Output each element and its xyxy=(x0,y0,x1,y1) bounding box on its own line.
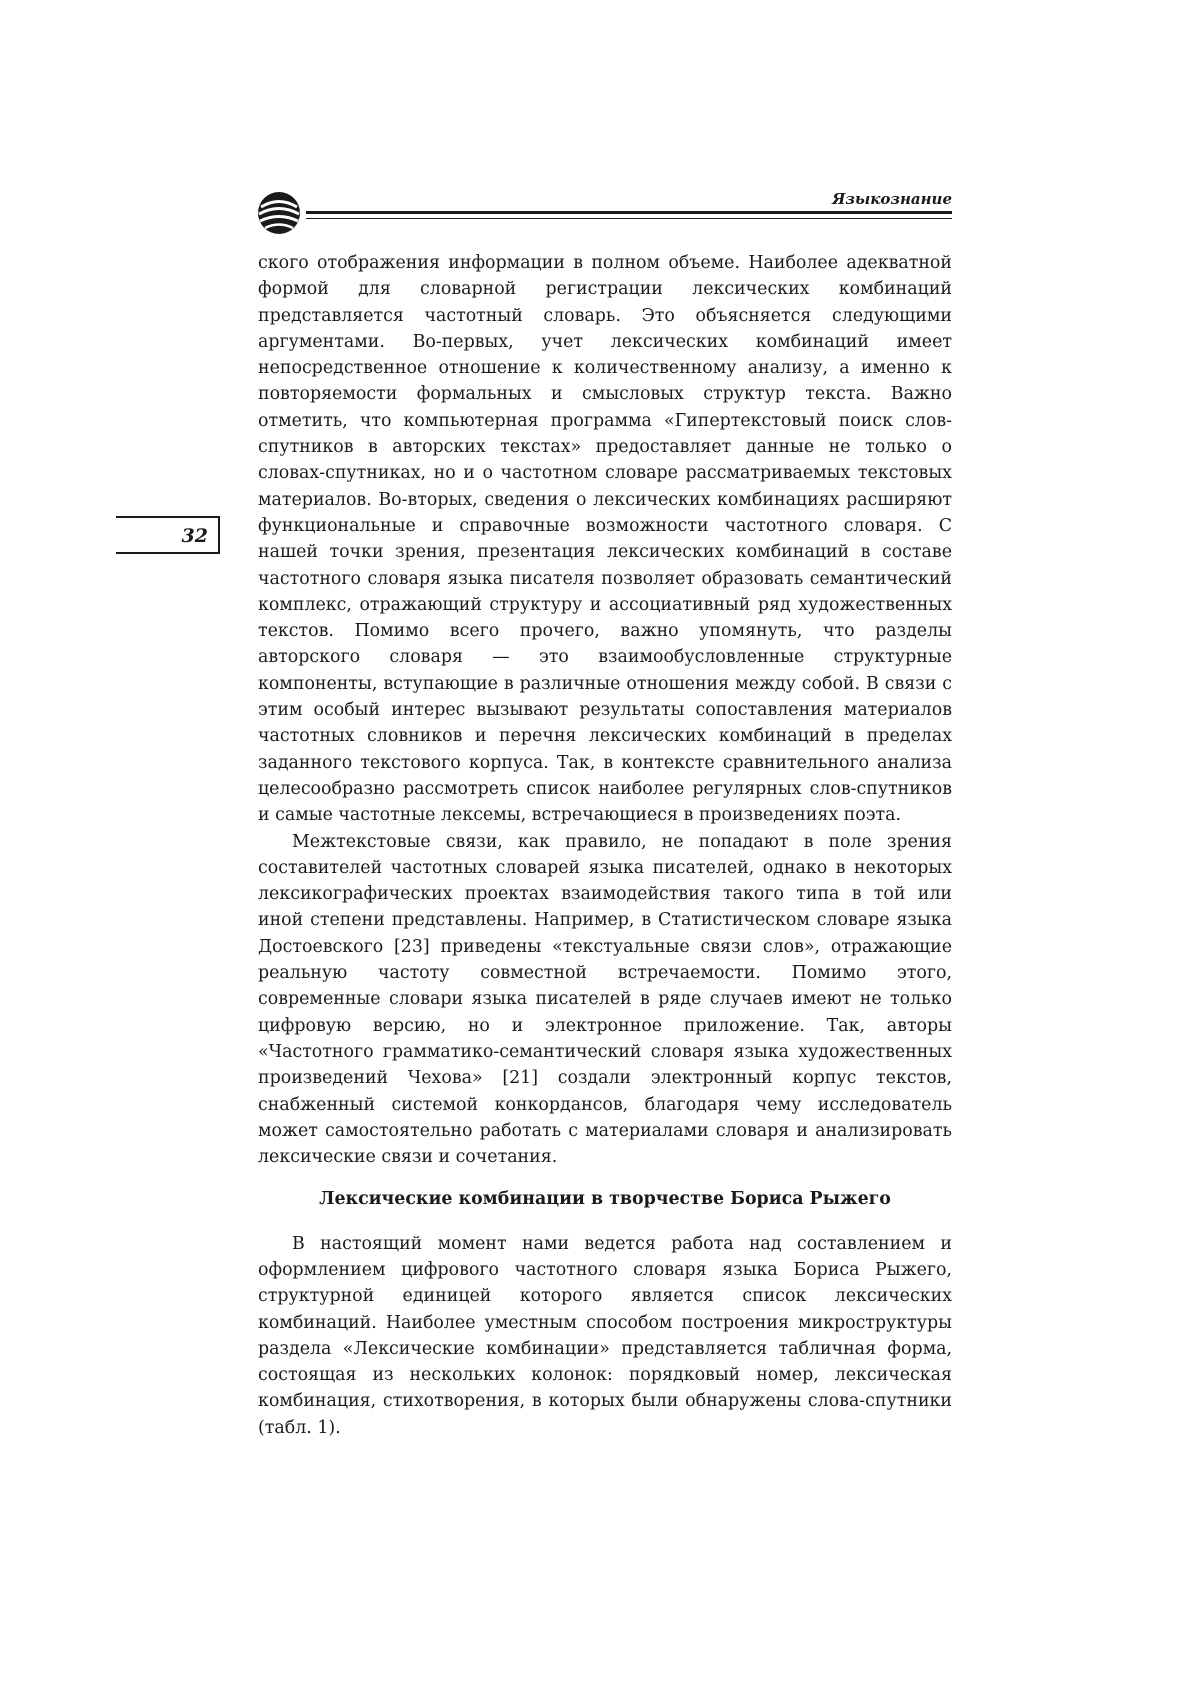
page-number: 32 xyxy=(181,525,208,547)
section-name: Языкознание xyxy=(832,190,952,208)
journal-logo-icon xyxy=(256,190,302,236)
paragraph: Межтекстовые связи, как правило, не попадают в поле зрения составителей частотных словарей языка писателей, однако в некоторых лексикографических проектах взаимодействия такого типа в той или иной степени представлены. Например, в Статистическом словаре языка Достоевского [23] приведены «текстуальные связи слов», отражающие реальную частоту совместной встречаемости. Помимо этого, современные словари языка писателей в ряде случаев имеют не только цифровую версию, но и электронное приложение. Так, авторы «Частотного грамматико-семантический словаря языка художественных произведений Чехова» [21] создали электронный корпус текстов, снабженный системой конкордансов, благодаря чему исследователь может самостоятельно работать с материалами словаря и анализировать лексические связи и сочетания. xyxy=(258,831,952,1168)
running-header xyxy=(256,190,952,240)
header-rule-thin xyxy=(306,218,952,219)
article-body xyxy=(258,250,952,1441)
section-heading: Лексические комбинации в творчестве Бориса Рыжего xyxy=(319,1189,891,1210)
page-number-box xyxy=(116,516,220,554)
header-rule xyxy=(306,211,952,214)
paragraph: В настоящий момент нами ведется работа над составлением и оформлением цифрового частотного словаря языка Бориса Рыжего, структурной единицей которого является список лексических комбинаций. Наиболее уместным способом построения микроструктуры раздела «Лексические комбинации» представляется табличная форма, состоящая из нескольких колонок: порядковый номер, лексическая комбинация, стихотворения, в которых были обнаружены слова-спутники (табл. 1). xyxy=(258,1233,952,1438)
paragraph: ского отображения информации в полном объеме. Наиболее адекватной формой для словарной регистрации лексических комбинаций представляется частотный словарь. Это объясняется следующими аргументами. Во-первых, учет лексических комбинаций имеет непосредственное отношение к количественному анализу, а именно к повторяемости формальных и смысловых структур текста. Важно отметить, что компьютерная программа «Гипертекстовый поиск слов-спутников в авторских текстах» предоставляет данные не только о словах-спутниках, но и о частотном словаре рассматриваемых текстовых материалов. Во-вторых, сведения о лексических комбинациях расширяют функциональные и справочные возможности частотного словаря. С нашей точки зрения, презентация лексических комбинаций в составе частотного словаря языка писателя позволяет образовать семантический комплекс, отражающий структуру и ассоциативный ряд художественных текстов. Помимо всего прочего, важно упомянуть, что разделы авторского словаря — это взаимообусловленные структурные компоненты, вступающие в различные отношения между собой. В связи с этим особый интерес вызывают результаты сопоставления материалов частотных словников и перечня лексических комбинаций в пределах заданного текстового корпуса. Так, в контексте сравнительного анализа целесообразно рассмотреть список наиболее регулярных слов-спутников и самые частотные лексемы, встречающиеся в произведениях поэта. xyxy=(258,253,952,826)
